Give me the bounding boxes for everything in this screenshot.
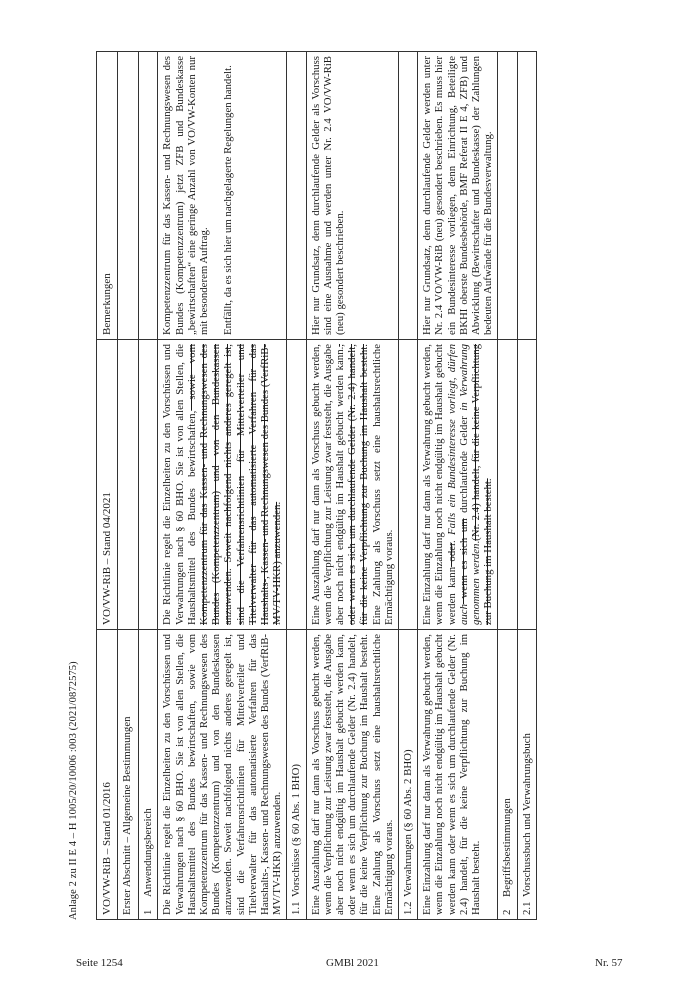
col-header-old: VO/VW-RiB – Stand 01/2016 <box>97 630 118 920</box>
table-row <box>418 52 498 920</box>
empty-cell <box>517 340 536 630</box>
section-title: Begriffsbestimmungen <box>501 798 514 897</box>
section-number: 2 <box>501 909 514 915</box>
subsection-title: Anwendungsbereich <box>142 808 155 897</box>
deleted-text: wenn es sich um <box>457 518 470 604</box>
empty-cell <box>287 52 306 340</box>
cell-new-text: Eine Einzahlung darf nur dann als Verwahrung gebucht werden, wenn die Einzahlung noch nicht endgültig im Haushalt gebucht werden kann oder. Falls ein Bundesinteresse vorliegt, dürfen auch wenn es sich um durchlaufende Gelder in Verwahrung genommen werden.(Nr. 2.4) handelt, für die keine Verpflichtung zur Buchung im Haushalt besteht. <box>418 340 498 630</box>
subsection-heading <box>139 630 158 920</box>
journal-name: GMBl 2021 <box>326 957 379 969</box>
subsection-heading <box>399 630 418 920</box>
subsection-number: 1 <box>142 909 155 915</box>
empty-cell <box>399 52 418 340</box>
table-header-row <box>97 52 118 920</box>
deleted-text: (Nr. 2.4) handelt, für die keine Verpflichtung zur Buchung im Haushalt besteht. <box>470 344 495 625</box>
deleted-text: , oder wenn es sich um durchlaufende Gelder (Nr. 2.4) handelt, für die keine Verpflichtung zur Buchung im Haushalt besteht. <box>334 344 371 625</box>
subsection-row <box>287 52 306 920</box>
subsection-row <box>517 52 536 920</box>
cell-remarks: Hier nur Grundsatz, denn durchlaufende Gelder als Vorschuss sind eine Ausnahme und werden unter Nr. 2.4 VO/VW-RiB (neu) gesondert beschrieben. <box>306 52 398 340</box>
cell-old-text: Eine Einzahlung darf nur dann als Verwahrung gebucht werden, wenn die Einzahlung noch nicht endgültig im Haushalt gebucht werden kann oder wenn es sich um durchlaufende Gelder (Nr. 2.4) handelt, für die keine Verpflichtung zur Buchung im Haushalt besteht. <box>418 630 498 920</box>
inserted-italic-text: Falls ein Bundesinteresse vorliegt, dürfen auch <box>445 344 470 625</box>
table-row <box>158 52 287 920</box>
cell-new-text: Die Richtlinie regelt die Einzelheiten zu den Vorschüssen und Verwahrungen nach § 60 BHO. Sie ist von allen Stellen, die Haushaltsmittel des Bundes bewirtschaften, sowie vom Kompetenzzentrum für das Kassen- und Rechnungswesen des Bundes (Kompetenzzentrum) und von den Bundeskassen anzuwenden. Soweit nachfolgend nichts anderes geregelt ist, sind die Verfahrensrichtlinien für Mittelverteiler und Titelverwalter für das automatisierte Verfahren für das Haushalts-, Kassen- und Rechnungswesen des Bundes (VerfRiB-MV/TV-HKR) anzuwenden. <box>158 340 287 630</box>
empty-cell <box>517 52 536 340</box>
empty-cell <box>139 52 158 340</box>
subsection-title: Verwahrungen (§ 60 Abs. 2 BHO) <box>402 749 415 897</box>
subsection-heading <box>287 630 306 920</box>
rotated-page-content <box>58 50 533 920</box>
subsection-number: 2.1 <box>520 901 533 915</box>
subsection-title: Vorschussbuch und Verwahrungsbuch <box>520 733 533 897</box>
issue-number: Nr. 57 <box>595 957 623 969</box>
comparison-table <box>96 51 537 920</box>
empty-cell <box>118 340 139 630</box>
col-header-new: VO/VW-RiB – Stand 04/2021 <box>97 340 118 630</box>
subsection-row <box>498 52 517 920</box>
cell-old-text: Die Richtlinie regelt die Einzelheiten zu den Vorschüssen und Verwahrungen nach § 60 BHO. Sie ist von allen Stellen, die Haushaltsmittel des Bundes bewirtschaften, sowie vom Kompetenzzentrum für das Kassen- und Rechnungswesen des Bundes (Kompetenzzentrum) und von den Bundeskassen anzuwenden. Soweit nachfolgend nichts anderes geregelt ist, sind die Verfahrensrichtlinien für Mittelverteiler und Titelverwalter für das automatisierte Verfahren für das Haushalts-, Kassen- und Rechnungswesen des Bundes (VerfRiB-MV/TV-HKR) anzuwenden. <box>158 630 287 920</box>
subsection-row <box>399 52 418 920</box>
empty-cell <box>399 340 418 630</box>
empty-cell <box>287 340 306 630</box>
empty-cell <box>498 52 517 340</box>
cell-old-text: Eine Auszahlung darf nur dann als Vorschuss gebucht werden, wenn die Verpflichtung zur Leistung zwar feststeht, die Ausgabe aber noch nicht endgültig im Haushalt gebucht werden kann, oder wenn es sich um durchlaufende Gelder (Nr. 2.4) handelt, für die keine Verpflichtung zur Buchung im Haushalt besteht. Eine Zahlung als Vorschuss setzt eine haushaltsrechtliche Ermächtigung voraus. <box>306 630 398 920</box>
section-row <box>118 52 139 920</box>
anlage-title: Anlage 2 zu II E 4 – H 1005/20/10006 :003 (2021/0872575) <box>68 661 79 920</box>
subsection-number: 1.2 <box>402 901 415 915</box>
empty-cell <box>118 52 139 340</box>
cell-new-text: Eine Auszahlung darf nur dann als Vorschuss gebucht werden, wenn die Verpflichtung zur Leistung zwar feststeht, die Ausgabe aber noch nicht endgültig im Haushalt gebucht werden kann., oder wenn es sich um durchlaufende Gelder (Nr. 2.4) handelt, für die keine Verpflichtung zur Buchung im Haushalt besteht. Eine Zahlung als Vorschuss setzt eine haushaltsrechtliche Ermächtigung voraus. <box>306 340 398 630</box>
section-title: Erster Abschnitt – Allgemeine Bestimmungen <box>118 630 139 920</box>
page-number: Seite 1254 <box>76 957 123 969</box>
empty-cell <box>139 340 158 630</box>
col-header-remarks: Bemerkungen <box>97 52 118 340</box>
cell-remarks: Hier nur Grundsatz, denn durchlaufende Gelder werden unter Nr. 2.4 VO/VW-RiB (neu) gesondert beschrieben. Es muss hier ein Bundesinteresse vorliegen, denn Einrichtung, Beteiligte BKHI oberste Bundesbehörde, BMF Referat II E 4, ZFB) und Abwicklung (Bewirtschafter und Bundeskasse) der Zahlungen bedeuten Aufwände für die Bundesverwaltung. <box>418 52 498 340</box>
inserted-italic-text: in Verwahrung genommen werden <box>457 344 483 625</box>
cell-remarks: Kompetenzzentrum für das Kassen- und Rechnungswesen des Bundes (Kompetenzzentrum) jetzt ZFB und Bundeskasse „bewirtschaften“ eine geringe Anzahl von VO/VW-Konten nur mit besonderem Auftrag. Entfällt, da es sich hier um nachgelagerte Regelungen handelt. <box>158 52 287 340</box>
subsection-heading <box>517 630 536 920</box>
subsection-number: 1.1 <box>290 901 303 915</box>
section-heading <box>498 630 517 920</box>
deleted-text: oder <box>445 542 458 567</box>
empty-cell <box>498 340 517 630</box>
subsection-title: Vorschüsse (§ 60 Abs. 1 BHO) <box>290 764 303 897</box>
subsection-row <box>139 52 158 920</box>
table-row <box>306 52 398 920</box>
deleted-text: sowie vom Kompetenzzentrum für das Kassen- und Rechnungswesen des Bundes (Kompetenzzentrum) und von den Bundeskassen anzuwenden. Soweit nachfolgend nichts anderes geregelt ist, sind die Verfahrensrichtlinien für Mittelverteiler und Titelverwalter für das automatisierte Verfahren für das Haushalts-, Kassen- und Rechnungswesen des Bundes (VerfRiB-MV/TV-HKR) anzuwenden. <box>185 344 284 625</box>
